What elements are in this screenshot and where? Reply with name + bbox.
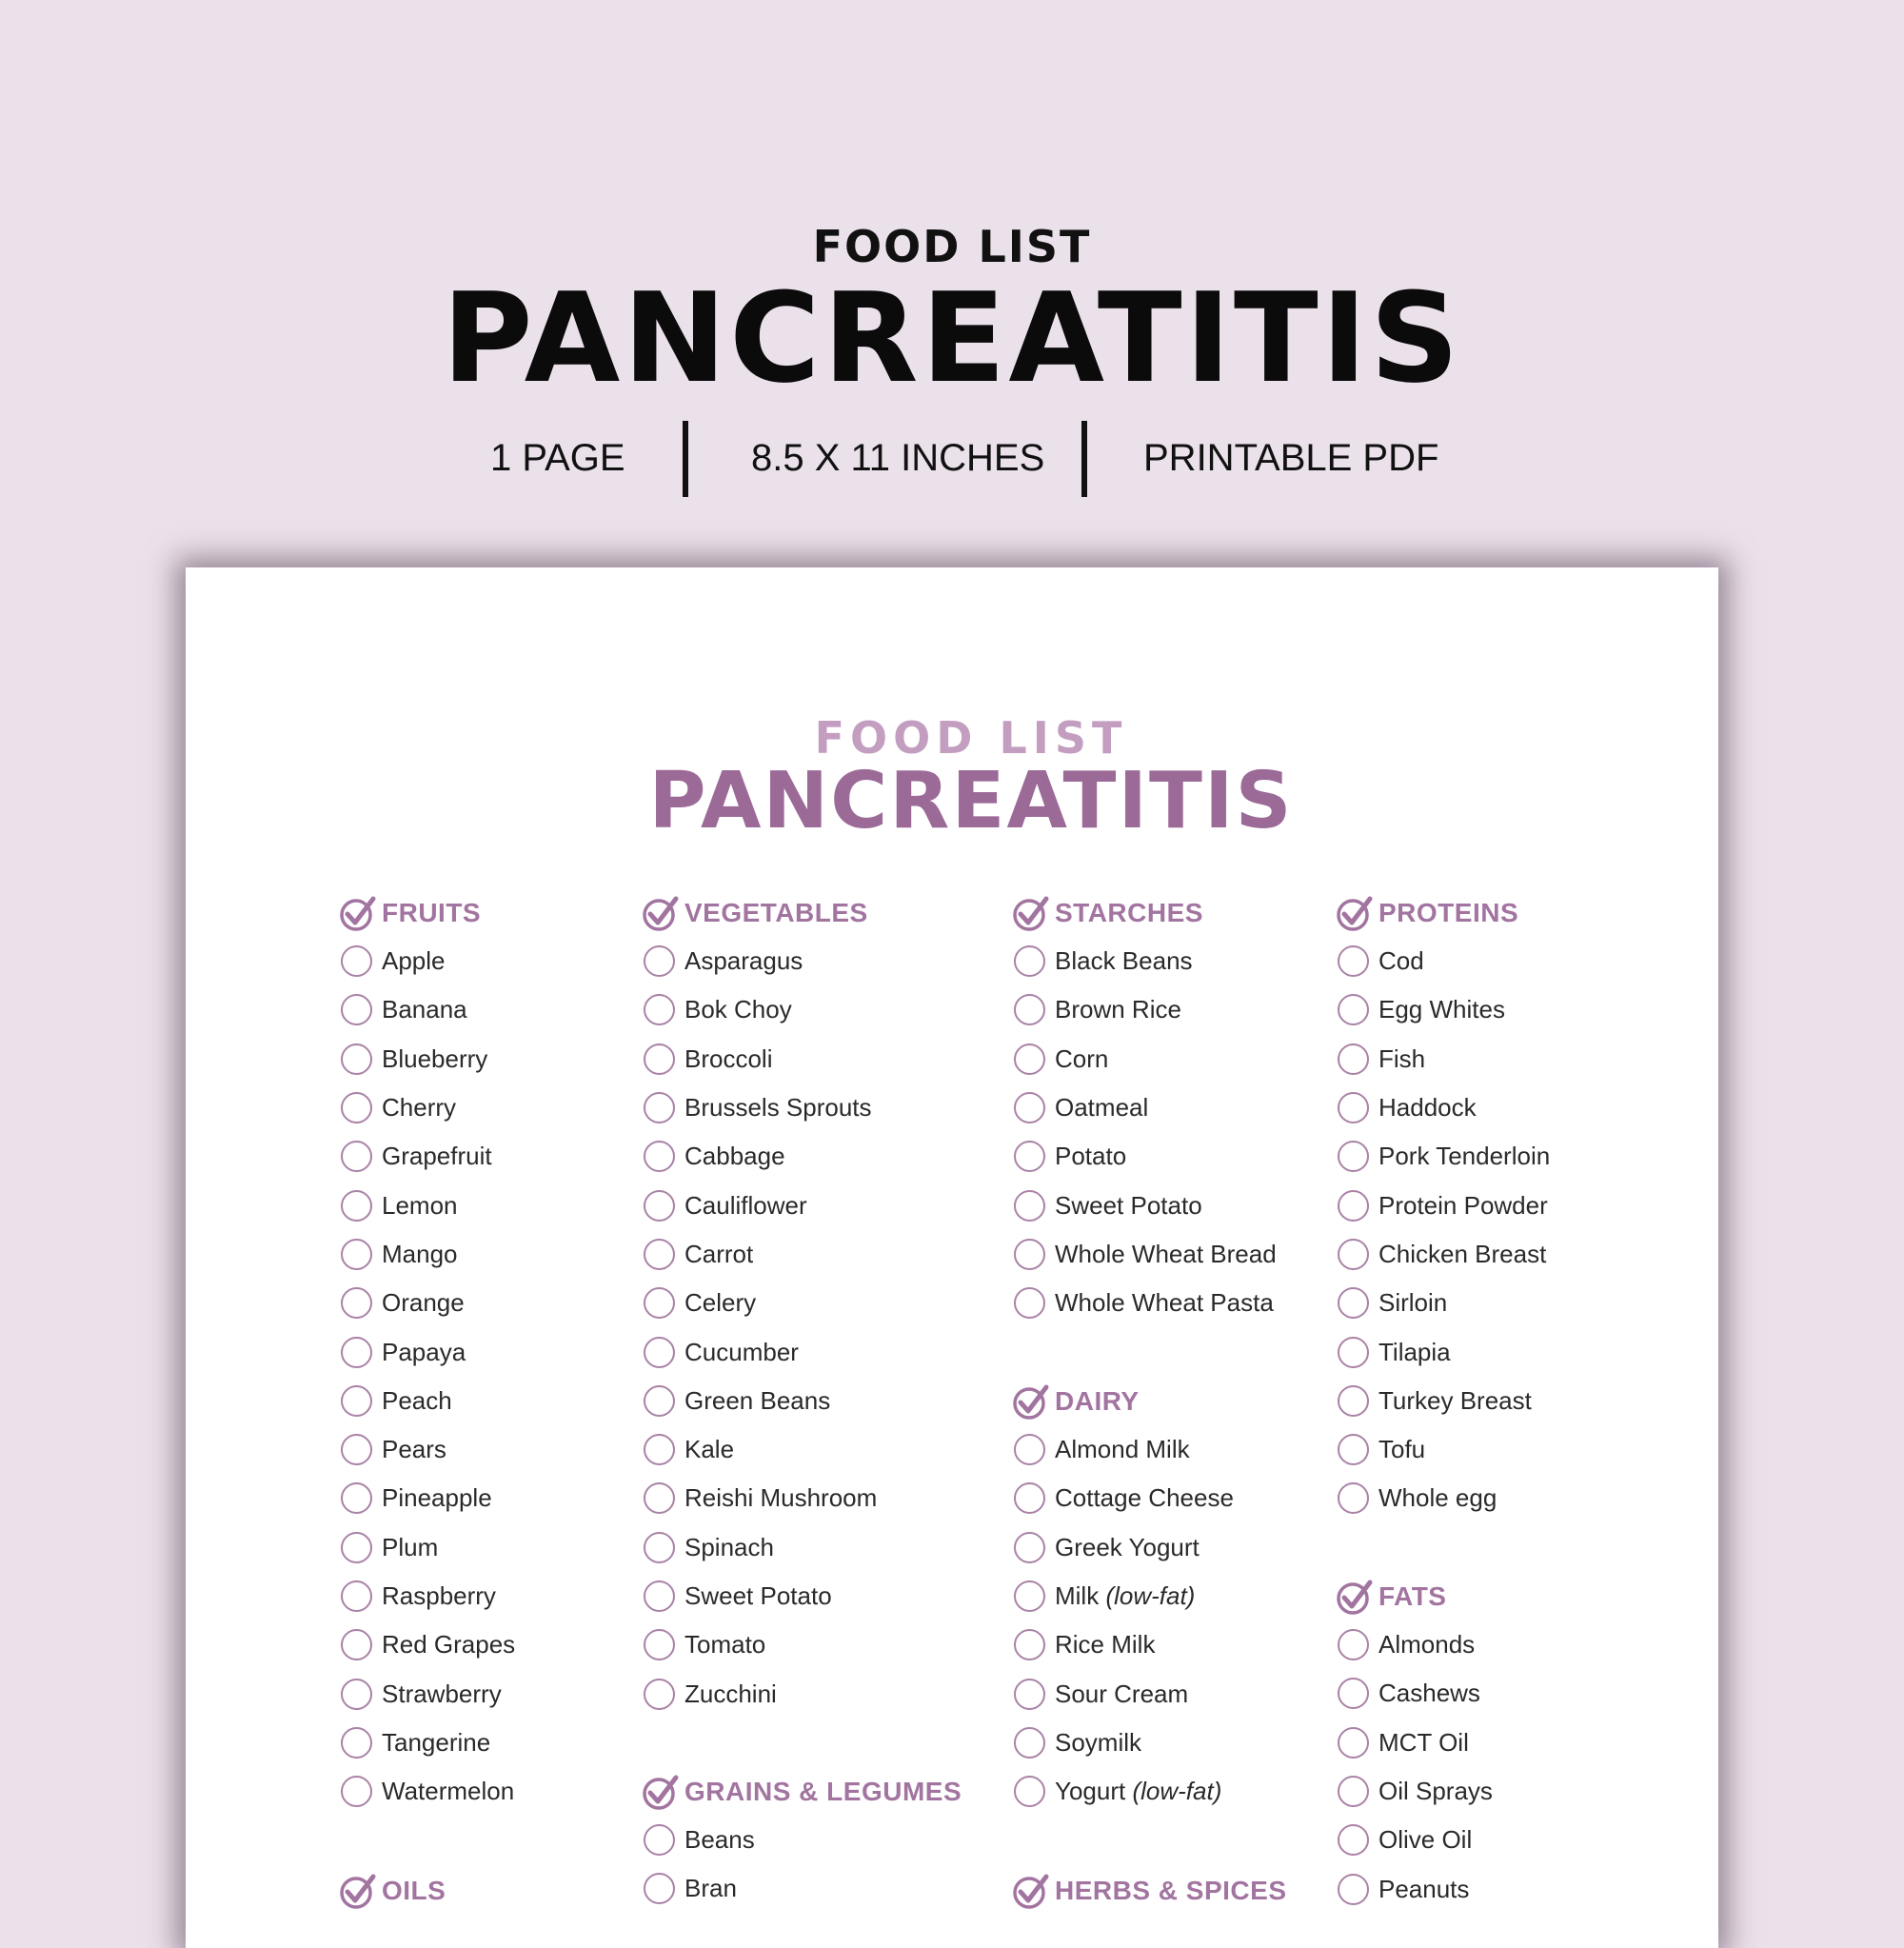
section-oils [338,1866,446,1915]
item-label: Haddock [1378,1093,1477,1123]
checkbox-circle-icon[interactable] [1338,1337,1369,1368]
list-item[interactable] [641,1669,877,1718]
section-vegetables [641,888,877,1719]
list-item[interactable] [338,1719,515,1767]
checkbox-circle-icon[interactable] [341,1679,372,1710]
list-item[interactable] [338,1620,515,1669]
checkmark-circle-icon [641,893,681,933]
checkbox-circle-icon[interactable] [644,1239,675,1270]
list-item[interactable] [1335,1864,1493,1913]
list-item[interactable] [338,1279,515,1327]
checkbox-circle-icon[interactable] [644,1044,675,1075]
checkmark-circle-icon [338,1871,378,1911]
list-item[interactable] [1011,1523,1234,1572]
list-item[interactable] [338,1377,515,1425]
list-item[interactable] [1335,1377,1550,1425]
checkbox-circle-icon[interactable] [341,994,372,1025]
checkbox-circle-icon[interactable] [1338,945,1369,977]
checkbox-circle-icon[interactable] [1338,1092,1369,1123]
list-item[interactable] [338,1230,515,1279]
item-label: Lemon [382,1190,458,1220]
list-item[interactable] [641,1083,877,1132]
list-item[interactable] [1011,1572,1234,1620]
list-item[interactable] [641,1425,877,1474]
checkbox-circle-icon[interactable] [1014,1629,1045,1660]
checkbox-circle-icon[interactable] [341,1287,372,1319]
item-label [1055,1728,1141,1758]
item-label: Bran [684,1874,737,1903]
item-label: Potato [1055,1142,1127,1171]
checkbox-circle-icon[interactable] [341,1190,372,1222]
checkbox-circle-icon[interactable] [1338,1629,1369,1660]
item-note: (low-fat) [1132,1777,1222,1806]
checkbox-circle-icon[interactable] [644,1287,675,1319]
list-item[interactable] [1011,1620,1234,1669]
item-label: Tilapia [1378,1337,1451,1366]
checkbox-circle-icon[interactable] [1014,1532,1045,1563]
checkbox-circle-icon[interactable] [644,1629,675,1660]
checkbox-circle-icon[interactable] [1338,1434,1369,1465]
header-title: PANCREATITIS [442,266,1462,410]
item-text: Rice Milk [1055,1630,1156,1660]
item-label: Almonds [1378,1630,1476,1660]
header-kicker: FOOD LIST [812,221,1092,272]
checkbox-circle-icon[interactable] [1338,1874,1369,1905]
list-item[interactable] [1011,985,1277,1034]
list-item[interactable] [338,1523,515,1572]
checkbox-circle-icon[interactable] [1014,1287,1045,1319]
item-label [1055,1435,1190,1464]
list-item[interactable] [641,1523,877,1572]
list-item[interactable] [1335,1816,1493,1864]
section-grains [641,1767,962,1914]
item-label: Peanuts [1378,1874,1470,1903]
list-item[interactable] [641,985,877,1034]
checkbox-circle-icon[interactable] [341,1337,372,1368]
list-item[interactable] [338,1181,515,1229]
sheet-title: PANCREATITIS [648,756,1294,846]
list-item[interactable] [641,1572,877,1620]
item-label: Tofu [1378,1435,1426,1464]
item-label: Papaya [382,1337,466,1366]
item-label: Whole Wheat Pasta [1055,1288,1274,1318]
list-item[interactable] [1335,1035,1550,1083]
list-item[interactable] [1011,1719,1234,1767]
list-item[interactable] [641,1620,877,1669]
checkbox-circle-icon[interactable] [341,945,372,977]
checkbox-circle-icon[interactable] [644,1482,675,1514]
list-item[interactable] [338,1132,515,1181]
list-item[interactable] [1335,1620,1493,1669]
list-item[interactable] [1335,1083,1550,1132]
section-herbs [1011,1866,1287,1915]
item-text: Milk [1055,1581,1106,1611]
item-label: Asparagus [684,946,803,976]
item-label: Whole egg [1378,1483,1497,1513]
list-item[interactable] [1335,1181,1550,1229]
section-title: HERBS & SPICES [1055,1875,1287,1905]
item-label: Reishi Mushroom [684,1483,878,1513]
item-text: Soymilk [1055,1727,1142,1757]
list-item[interactable] [1335,1719,1493,1767]
checkbox-circle-icon[interactable] [341,1532,372,1563]
checkbox-circle-icon[interactable] [341,1092,372,1123]
item-label: Banana [382,995,467,1024]
checkbox-circle-icon[interactable] [1338,994,1369,1025]
checkmark-circle-icon [1335,893,1375,933]
item-label: Cherry [382,1093,457,1123]
item-label [1055,1680,1188,1709]
section-heading-fruits [338,888,515,937]
checkbox-circle-icon[interactable] [1014,1727,1045,1759]
item-label: Blueberry [382,1044,488,1073]
checkbox-circle-icon[interactable] [1338,1141,1369,1172]
section-title: STARCHES [1055,897,1203,927]
printable-sheet [186,567,1718,1948]
item-label [1055,1483,1234,1513]
list-item[interactable] [338,1767,515,1816]
list-item[interactable] [338,1327,515,1376]
checkbox-circle-icon[interactable] [1338,1482,1369,1514]
list-item[interactable] [338,937,515,985]
meta-format: PRINTABLE PDF [1143,437,1439,479]
item-label: Cucumber [684,1337,799,1366]
checkbox-circle-icon[interactable] [1014,1190,1045,1222]
item-label: Brown Rice [1055,995,1181,1024]
list-item[interactable] [641,1816,962,1864]
item-label: Chicken Breast [1378,1239,1547,1268]
list-item[interactable] [641,1864,962,1913]
item-label: Sirloin [1378,1288,1448,1318]
item-label: Fish [1378,1044,1426,1073]
checkbox-circle-icon[interactable] [644,1190,675,1222]
section-heading-proteins [1335,888,1550,937]
list-item[interactable] [641,937,877,985]
item-label: Cashews [1378,1679,1480,1708]
checkbox-circle-icon[interactable] [1338,1239,1369,1270]
checkbox-circle-icon[interactable] [341,1434,372,1465]
item-label: Corn [1055,1044,1109,1073]
list-item[interactable] [641,1181,877,1229]
list-item[interactable] [338,1083,515,1132]
checkbox-circle-icon[interactable] [644,1141,675,1172]
checkbox-circle-icon[interactable] [1338,1287,1369,1319]
section-fruits [338,888,515,1816]
checkbox-circle-icon[interactable] [1014,994,1045,1025]
item-text: Yogurt [1055,1777,1133,1806]
item-label: Mango [382,1239,458,1268]
checkbox-circle-icon[interactable] [644,1679,675,1710]
section-heading-vegetables [641,888,877,937]
checkbox-circle-icon[interactable] [1014,1580,1045,1612]
list-item[interactable] [641,1035,877,1083]
item-label: Beans [684,1825,755,1855]
item-label: Apple [382,946,446,976]
checkmark-circle-icon [641,1772,681,1812]
list-item[interactable] [1011,1669,1234,1718]
section-heading-fats [1335,1572,1493,1620]
checkmark-circle-icon [338,893,378,933]
item-label: Protein Powder [1378,1190,1548,1220]
item-label: Strawberry [382,1679,502,1708]
meta-pages: 1 PAGE [490,437,625,479]
list-item[interactable] [1335,1474,1550,1522]
item-label: MCT Oil [1378,1727,1469,1757]
list-item[interactable] [1335,1767,1493,1816]
checkbox-circle-icon[interactable] [1014,1044,1045,1075]
checkbox-circle-icon[interactable] [1014,1482,1045,1514]
section-title: FATS [1378,1580,1447,1611]
checkbox-circle-icon[interactable] [1338,1824,1369,1856]
meta-divider [683,421,688,497]
section-heading-grains [641,1767,962,1816]
item-text: Greek Yogurt [1055,1532,1200,1561]
item-label: Turkey Breast [1378,1385,1532,1415]
checkbox-circle-icon[interactable] [644,1580,675,1612]
list-item[interactable] [1335,1425,1550,1474]
item-label: Sweet Potato [684,1581,832,1610]
meta-size: 8.5 X 11 INCHES [751,437,1045,479]
checkbox-circle-icon[interactable] [1014,1239,1045,1270]
checkbox-circle-icon[interactable] [1014,1434,1045,1465]
checkbox-circle-icon[interactable] [341,1044,372,1075]
checkmark-circle-icon [1335,1577,1375,1617]
section-title: DAIRY [1055,1385,1140,1416]
list-item[interactable] [1011,937,1277,985]
checkmark-circle-icon [1011,1381,1051,1421]
list-item[interactable] [1011,1425,1234,1474]
item-label: Green Beans [684,1385,831,1415]
list-item[interactable] [1011,1132,1277,1181]
item-label [1055,1581,1195,1611]
item-label: Tangerine [382,1727,491,1757]
section-heading-dairy [1011,1377,1234,1425]
list-item[interactable] [1011,1035,1277,1083]
section-heading-starches [1011,888,1277,937]
checkbox-circle-icon[interactable] [341,1385,372,1417]
checkbox-circle-icon[interactable] [1014,1141,1045,1172]
item-label: Tomato [684,1630,766,1660]
list-item[interactable] [641,1327,877,1376]
item-label: Peach [382,1385,452,1415]
list-item[interactable] [1335,1132,1550,1181]
item-label: Brussels Sprouts [684,1093,872,1123]
checkbox-circle-icon[interactable] [341,1629,372,1660]
checkbox-circle-icon[interactable] [341,1141,372,1172]
checkbox-circle-icon[interactable] [1338,1776,1369,1807]
checkbox-circle-icon[interactable] [1338,1190,1369,1222]
item-label: Whole Wheat Bread [1055,1239,1277,1268]
item-label [1055,1630,1155,1660]
list-item[interactable] [1335,937,1550,985]
item-label: Pork Tenderloin [1378,1142,1551,1171]
list-item[interactable] [338,985,515,1034]
checkbox-circle-icon[interactable] [1014,945,1045,977]
list-item[interactable] [1335,1230,1550,1279]
section-heading-herbs [1011,1866,1287,1915]
item-label: Zucchini [684,1679,777,1708]
item-label: Carrot [684,1239,754,1268]
item-label: Red Grapes [382,1630,516,1660]
checkmark-circle-icon [1011,893,1051,933]
item-label: Oil Sprays [1378,1777,1493,1806]
section-title: VEGETABLES [684,897,868,927]
item-label: Bok Choy [684,995,792,1024]
checkbox-circle-icon[interactable] [644,1532,675,1563]
item-label: Plum [382,1532,439,1561]
checkbox-circle-icon[interactable] [1338,1044,1369,1075]
checkbox-circle-icon[interactable] [644,1337,675,1368]
list-item[interactable] [338,1425,515,1474]
item-label: Egg Whites [1378,995,1505,1024]
list-item[interactable] [641,1474,877,1522]
section-title: OILS [382,1875,446,1905]
section-starches [1011,888,1277,1327]
item-text: Almond Milk [1055,1435,1190,1464]
item-label: Black Beans [1055,946,1193,976]
list-item[interactable] [1335,1279,1550,1327]
item-label: Grapefruit [382,1142,492,1171]
list-item[interactable] [338,1572,515,1620]
list-item[interactable] [338,1474,515,1522]
item-label [1055,1777,1221,1806]
section-title: FRUITS [382,897,482,927]
item-label: Cauliflower [684,1190,807,1220]
section-title: PROTEINS [1378,897,1519,927]
checkbox-circle-icon[interactable] [1338,1727,1369,1759]
item-label: Pineapple [382,1483,492,1513]
item-label: Celery [684,1288,757,1318]
list-item[interactable] [1335,1669,1493,1718]
section-fats [1335,1572,1493,1914]
list-item[interactable] [1011,1181,1277,1229]
checkbox-circle-icon[interactable] [341,1580,372,1612]
item-label: Raspberry [382,1581,496,1610]
checkbox-circle-icon[interactable] [644,1092,675,1123]
list-item[interactable] [338,1035,515,1083]
item-label: Pears [382,1435,446,1464]
checkbox-circle-icon[interactable] [1014,1776,1045,1807]
checkbox-circle-icon[interactable] [644,1873,675,1904]
section-dairy [1011,1377,1234,1816]
list-item[interactable] [338,1669,515,1718]
checkbox-circle-icon[interactable] [341,1776,372,1807]
item-label: Kale [684,1435,735,1464]
item-label: Orange [382,1288,465,1318]
list-item[interactable] [1011,1083,1277,1132]
list-item[interactable] [1011,1279,1277,1327]
checkmark-circle-icon [1011,1871,1051,1911]
list-item[interactable] [641,1279,877,1327]
list-item[interactable] [1011,1474,1234,1522]
section-title: GRAINS & LEGUMES [684,1776,962,1806]
list-item[interactable] [641,1132,877,1181]
checkbox-circle-icon[interactable] [644,994,675,1025]
item-label: Cabbage [684,1142,785,1171]
checkbox-circle-icon[interactable] [644,1824,675,1856]
checkbox-circle-icon[interactable] [341,1727,372,1759]
item-label: Olive Oil [1378,1825,1473,1855]
item-text: Sour Cream [1055,1679,1189,1708]
item-label: Spinach [684,1532,774,1561]
checkbox-circle-icon[interactable] [1338,1678,1369,1709]
checkbox-circle-icon[interactable] [644,1385,675,1417]
checkbox-circle-icon[interactable] [341,1482,372,1514]
list-item[interactable] [1335,985,1550,1034]
item-label: Cod [1378,946,1424,976]
item-label: Oatmeal [1055,1093,1149,1123]
item-label: Broccoli [684,1044,773,1073]
checkbox-circle-icon[interactable] [341,1239,372,1270]
checkbox-circle-icon[interactable] [644,945,675,977]
checkbox-circle-icon[interactable] [644,1434,675,1465]
checkbox-circle-icon[interactable] [1014,1092,1045,1123]
checkbox-circle-icon[interactable] [1014,1679,1045,1710]
meta-divider [1081,421,1087,497]
item-label [1055,1533,1200,1562]
list-item[interactable] [1011,1767,1234,1816]
item-text: Cottage Cheese [1055,1483,1234,1513]
list-item[interactable] [641,1230,877,1279]
section-proteins [1335,888,1550,1523]
list-item[interactable] [641,1377,877,1425]
checkbox-circle-icon[interactable] [1338,1385,1369,1417]
item-note: (low-fat) [1105,1581,1196,1611]
sheet-kicker: FOOD LIST [814,712,1128,764]
list-item[interactable] [1335,1327,1550,1376]
section-heading-oils [338,1866,446,1915]
list-item[interactable] [1011,1230,1277,1279]
item-label: Sweet Potato [1055,1190,1202,1220]
item-label: Watermelon [382,1777,515,1806]
